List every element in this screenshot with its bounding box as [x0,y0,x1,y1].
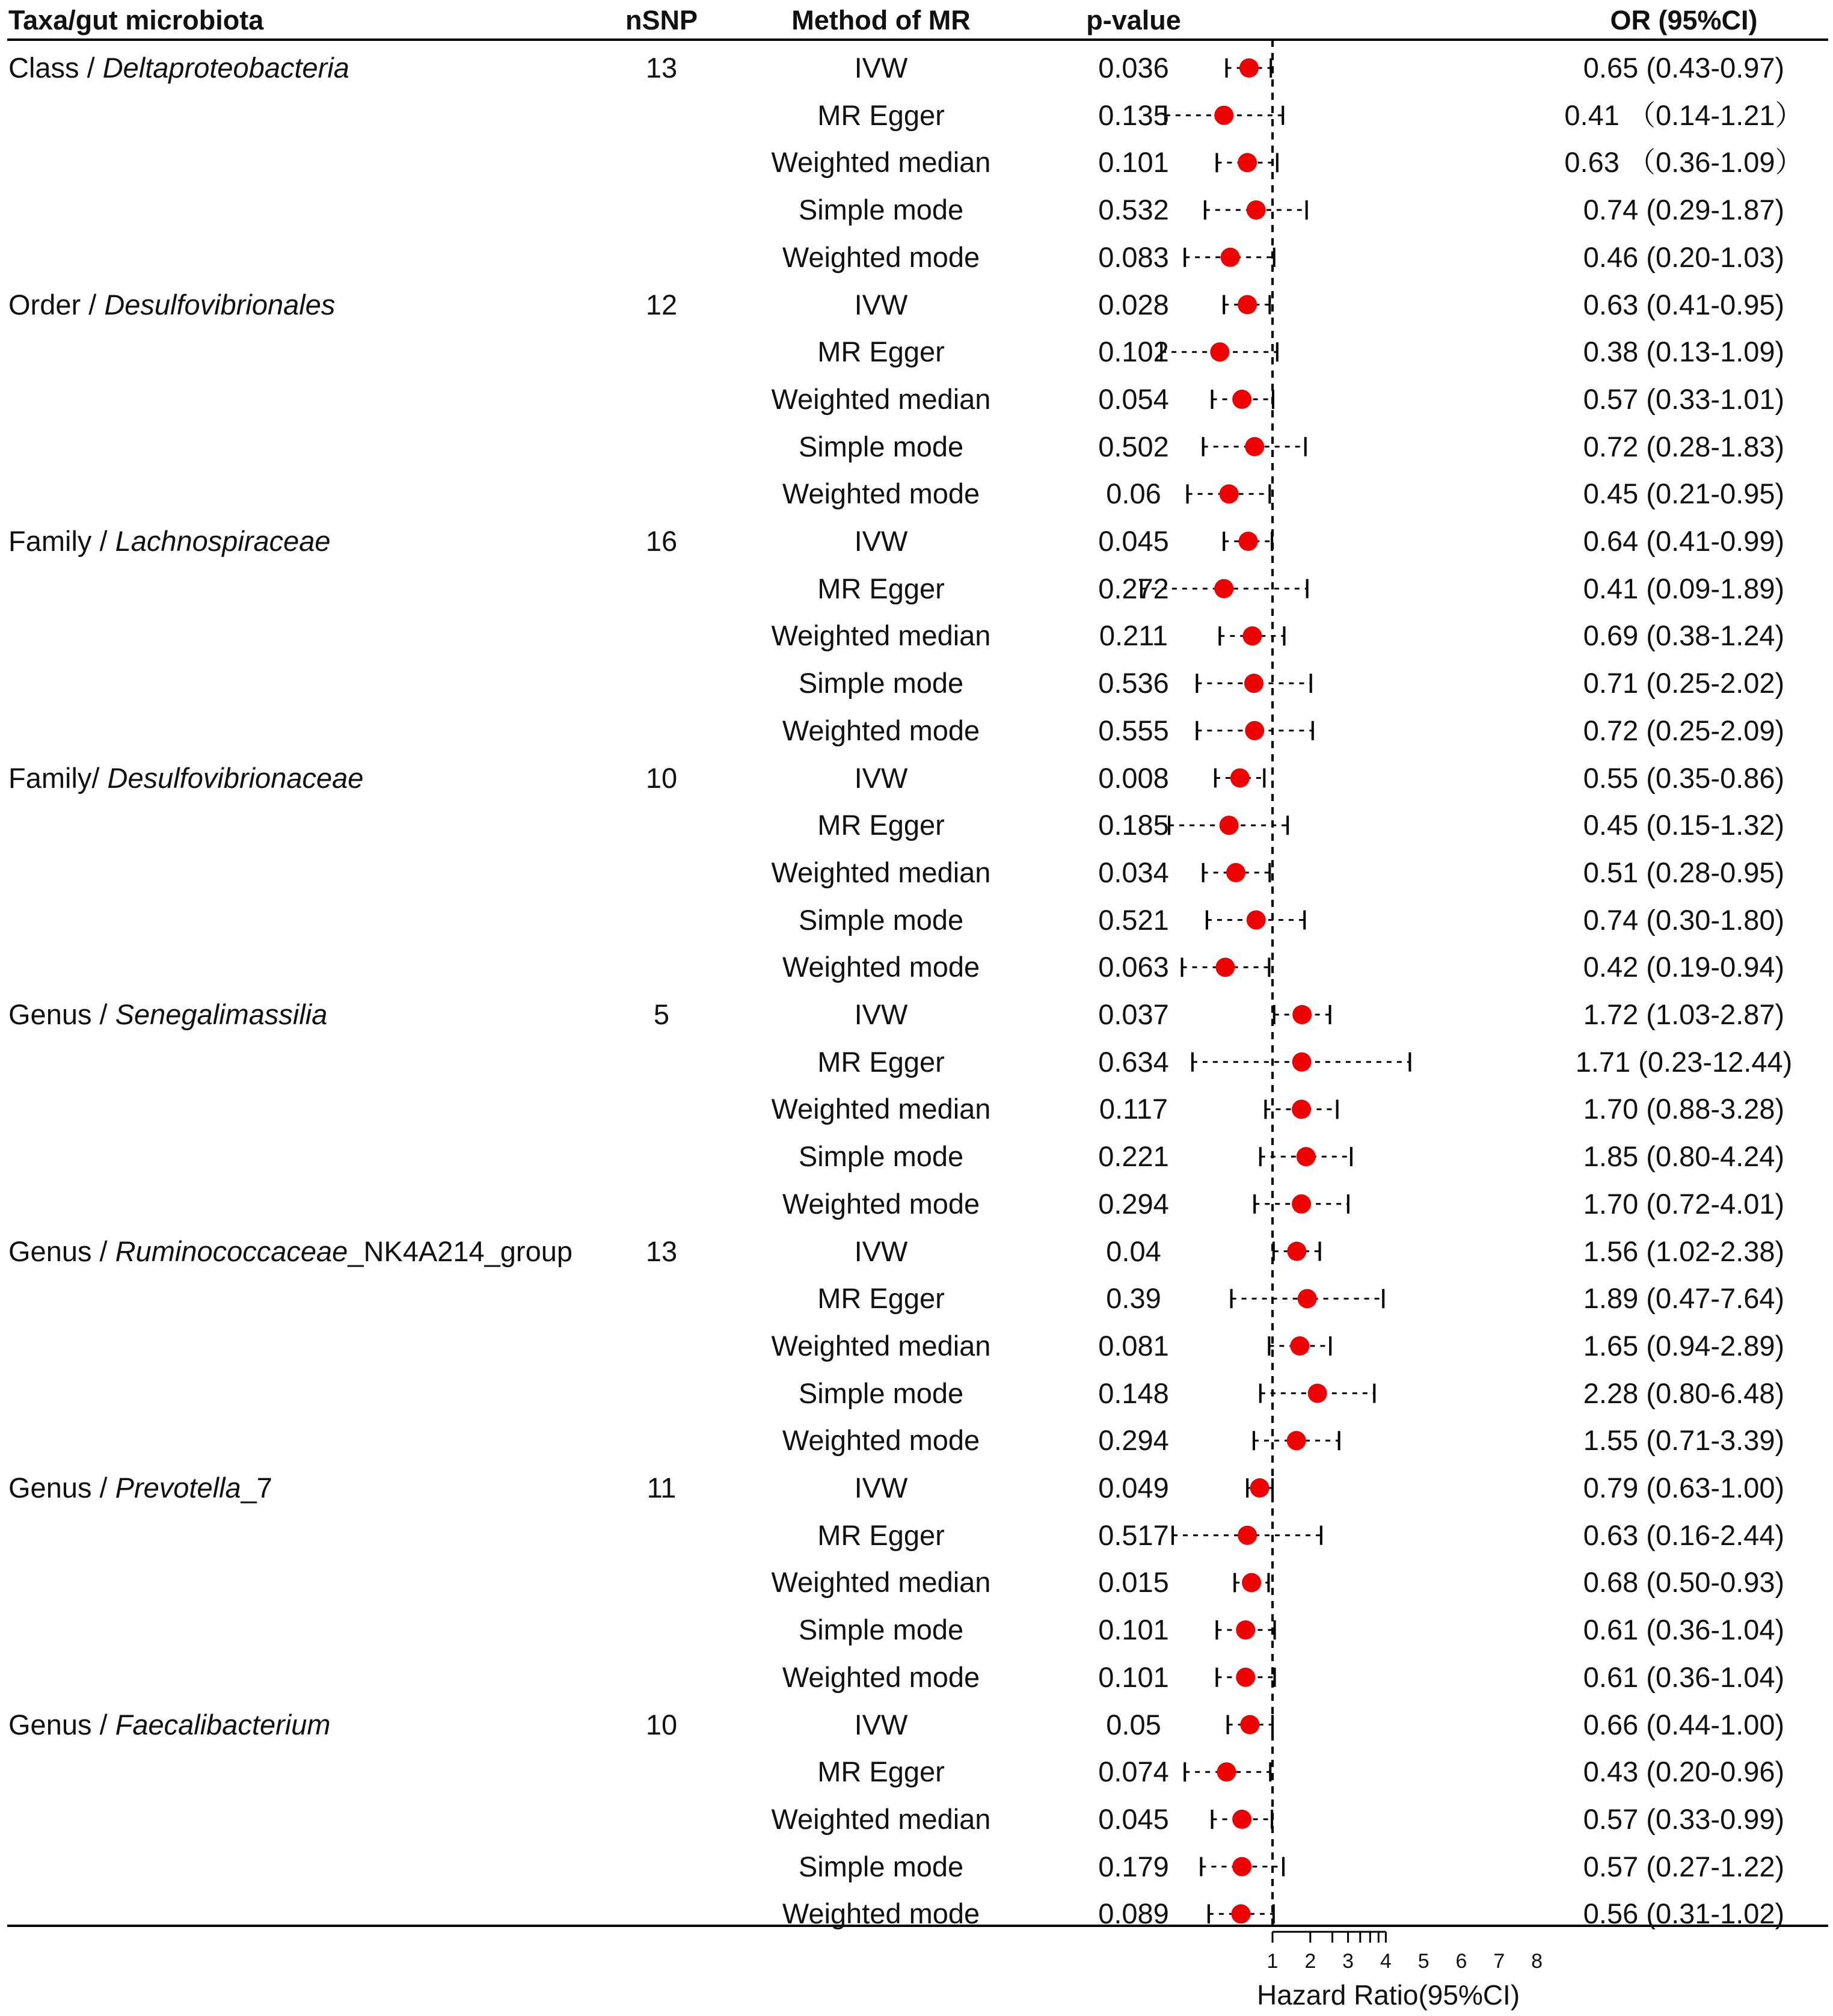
or-point [1245,437,1264,456]
or-point [1220,484,1239,503]
method-cell: Simple mode [798,903,964,936]
or-ci-cell: 1.56 (1.02-2.38) [1583,1235,1785,1267]
or-point [1221,248,1240,267]
pvalue-cell: 0.101 [1098,1614,1169,1646]
or-point [1244,674,1263,693]
or-ci-cell: 0.51 (0.28-0.95) [1583,856,1785,888]
method-cell: Weighted median [771,146,991,179]
method-cell: MR Egger [817,572,945,604]
taxon-name: Deltaproteobacteria [102,52,349,84]
nsnp-value: 16 [645,525,678,557]
method-cell: Simple mode [798,194,964,226]
method-cell: MR Egger [817,336,945,368]
pvalue-cell: 0.39 [1106,1282,1161,1315]
pvalue-cell: 0.148 [1098,1377,1169,1409]
method-cell: MR Egger [817,1045,945,1078]
method-cell: Weighted median [771,856,991,888]
or-ci-cell: 0.57 (0.33-0.99) [1583,1802,1785,1835]
or-point [1232,390,1251,409]
x-tick-label: 6 [1455,1950,1467,1973]
pvalue-cell: 0.536 [1098,667,1169,699]
or-ci-cell: 0.63 (0.41-0.95) [1583,288,1785,321]
or-ci-cell: 0.69 (0.38-1.24) [1583,619,1785,652]
taxon-label [8,286,335,324]
pvalue-cell: 0.502 [1098,430,1169,463]
or-point [1210,342,1229,361]
or-point [1292,1053,1312,1072]
or-point [1298,1289,1317,1308]
method-cell: IVW [854,1472,908,1504]
pvalue-cell: 0.221 [1098,1140,1169,1173]
method-cell: Weighted mode [782,1187,980,1220]
header-pvalue: p-value [1086,5,1181,35]
method-cell: IVW [854,998,908,1030]
pvalue-cell: 0.081 [1098,1329,1169,1362]
or-ci-cell: 0.65 (0.43-0.97) [1583,52,1785,84]
method-cell: MR Egger [817,1282,945,1315]
or-ci-cell: 0.45 (0.21-0.95) [1583,478,1785,510]
pvalue-cell: 0.294 [1098,1424,1169,1457]
or-point [1220,816,1239,835]
or-ci-cell: 0.74 (0.29-1.87) [1583,194,1785,226]
or-ci-cell: 0.64 (0.41-0.99) [1583,525,1785,557]
or-ci-cell: 1.72 (1.03-2.87) [1583,998,1785,1030]
method-cell: IVW [854,1235,908,1267]
taxon-rank: Genus / [8,998,108,1030]
or-point [1232,1810,1251,1829]
taxon-label [8,1232,573,1271]
or-point [1287,1242,1306,1261]
header-or: OR (95%CI) [1610,5,1758,35]
pvalue-cell: 0.083 [1098,241,1169,273]
or-point [1247,911,1266,930]
taxon-label [8,522,331,561]
or-point [1239,58,1259,78]
method-cell: Simple mode [798,1377,964,1409]
method-cell: Weighted median [771,1802,991,1835]
or-ci-cell: 0.68 (0.50-0.93) [1583,1566,1785,1599]
or-point [1290,1336,1309,1356]
taxon-label [8,995,327,1034]
method-cell: MR Egger [817,809,945,841]
or-ci-cell: 0.66 (0.44-1.00) [1583,1708,1785,1741]
pvalue-cell: 0.074 [1098,1756,1169,1788]
or-ci-cell: 0.74 (0.30-1.80) [1583,903,1785,936]
taxon-label [8,1706,331,1744]
pvalue-cell: 0.521 [1098,903,1169,936]
or-ci-cell: 0.63 (0.16-2.44) [1583,1519,1785,1551]
pvalue-cell: 0.179 [1098,1850,1169,1882]
taxon-name: Lachnospiraceae [115,525,331,557]
nsnp-value: 11 [646,1472,677,1504]
nsnp-value: 12 [645,288,678,321]
taxon-rank: Family / [8,525,108,557]
pvalue-cell: 0.101 [1098,1661,1169,1693]
pvalue-cell: 0.185 [1098,809,1169,841]
pvalue-cell: 0.008 [1098,761,1169,794]
or-point [1236,1620,1255,1640]
x-tick-label: 3 [1342,1950,1354,1973]
method-cell: Weighted median [771,1093,991,1125]
header-method: Method of MR [791,5,971,35]
method-cell: IVW [854,525,908,557]
or-ci-cell: 0.42 (0.19-0.94) [1583,951,1785,983]
or-point [1238,295,1257,315]
pvalue-cell: 0.634 [1098,1045,1169,1078]
taxon-name: Desulfovibrionaceae [107,761,364,794]
nsnp-value: 13 [645,1235,678,1267]
or-ci-cell: 0.57 (0.33-1.01) [1583,383,1785,415]
header-rule [7,38,1828,41]
method-cell: MR Egger [817,99,945,131]
method-cell: Weighted mode [782,1898,980,1930]
or-point [1297,1147,1316,1166]
pvalue-cell: 0.049 [1098,1472,1169,1504]
taxon-label [8,1469,272,1507]
or-point [1226,863,1245,882]
or-point [1238,1526,1257,1545]
or-ci-cell: 0.38 (0.13-1.09) [1583,336,1785,368]
header-taxa: Taxa/gut microbiota [8,5,264,35]
taxon-name: Prevotella [115,1472,241,1504]
pvalue-cell: 0.135 [1098,99,1169,131]
taxon-rank: Order / [8,288,97,321]
or-point [1239,532,1258,551]
method-cell: Simple mode [798,1140,964,1173]
or-ci-cell: 0.41 (0.09-1.89) [1583,572,1785,604]
pvalue-cell: 0.532 [1098,194,1169,226]
pvalue-cell: 0.211 [1099,619,1168,652]
or-ci-cell: 0.57 (0.27-1.22) [1583,1850,1785,1882]
pvalue-cell: 0.101 [1098,146,1169,179]
pvalue-cell: 0.06 [1106,478,1161,510]
taxon-name: Senegalimassilia [115,998,328,1030]
taxon-rank: Family/ [8,761,100,794]
nsnp-value: 5 [653,998,670,1030]
pvalue-cell: 0.028 [1098,288,1169,321]
pvalue-cell: 0.045 [1098,525,1169,557]
or-point [1232,1857,1251,1876]
method-cell: MR Egger [817,1756,945,1788]
or-point [1292,1099,1311,1119]
method-cell: Weighted mode [782,951,980,983]
method-cell: Weighted mode [782,1661,980,1693]
method-cell: Simple mode [798,1850,964,1882]
or-ci-cell: 1.65 (0.94-2.89) [1583,1329,1785,1362]
taxon-name: Faecalibacterium [115,1708,331,1741]
or-ci-cell: 0.45 (0.15-1.32) [1583,809,1785,841]
method-cell: MR Egger [817,1519,945,1551]
method-cell: IVW [854,52,908,84]
or-point [1247,200,1266,220]
or-point [1308,1384,1327,1403]
or-point [1242,1573,1261,1592]
method-cell: IVW [854,1708,908,1741]
taxon-suffix: _NK4A214_group [348,1235,573,1267]
taxon-rank: Genus / [8,1472,108,1504]
x-tick-label: 1 [1267,1950,1279,1973]
or-ci-cell: 1.70 (0.72-4.01) [1583,1187,1785,1220]
taxon-rank: Genus / [8,1708,108,1741]
or-ci-cell: 1.89 (0.47-7.64) [1583,1282,1785,1315]
nsnp-value: 10 [645,761,678,794]
pvalue-cell: 0.089 [1098,1898,1169,1930]
taxon-suffix: _7 [241,1472,272,1504]
method-cell: Simple mode [798,667,964,699]
or-ci-cell: 1.71 (0.23-12.44) [1575,1045,1793,1078]
or-point [1242,626,1262,645]
pvalue-cell: 0.517 [1098,1519,1169,1551]
or-point [1292,1194,1311,1214]
pvalue-cell: 0.063 [1098,951,1169,983]
or-point [1236,1668,1255,1687]
taxon-name: Ruminococcaceae [115,1235,348,1267]
or-ci-cell: 0.43 (0.20-0.96) [1583,1756,1785,1788]
method-cell: Weighted median [771,619,991,652]
x-tick-label: 5 [1417,1950,1429,1973]
pvalue-cell: 0.117 [1099,1093,1168,1125]
method-cell: IVW [854,761,908,794]
pvalue-cell: 0.272 [1098,572,1169,604]
or-ci-cell: 0.79 (0.63-1.00) [1583,1472,1785,1504]
or-point [1214,579,1233,598]
method-cell: Weighted mode [782,1424,980,1457]
or-point [1231,1904,1250,1923]
pvalue-cell: 0.034 [1098,856,1169,888]
or-point [1245,721,1264,740]
or-ci-cell: 1.85 (0.80-4.24) [1583,1140,1785,1173]
or-ci-cell: 0.71 (0.25-2.02) [1583,667,1785,699]
or-ci-cell: 0.61 (0.36-1.04) [1583,1661,1785,1693]
or-ci-cell: 0.56 (0.31-1.02) [1583,1898,1785,1930]
pvalue-cell: 0.294 [1098,1187,1169,1220]
method-cell: Weighted median [771,383,991,415]
taxon-label [8,759,363,797]
nsnp-value: 13 [645,52,678,84]
x-axis-label: Hazard Ratio(95%CI) [1257,1979,1520,2011]
pvalue-cell: 0.037 [1098,998,1169,1030]
or-ci-cell: 0.41 （0.14-1.21） [1564,99,1804,131]
taxon-name: Desulfovibrionales [104,288,336,321]
pvalue-cell: 0.04 [1106,1235,1161,1267]
pvalue-cell: 0.015 [1098,1566,1169,1599]
method-cell: Weighted mode [782,241,980,273]
taxon-label [8,49,349,87]
pvalue-cell: 0.05 [1106,1708,1161,1741]
nsnp-value: 10 [645,1708,678,1741]
or-ci-cell: 0.61 (0.36-1.04) [1583,1614,1785,1646]
or-ci-cell: 0.46 (0.20-1.03) [1583,241,1785,273]
or-point [1240,1715,1259,1735]
or-point [1215,957,1235,977]
or-ci-cell: 1.70 (0.88-3.28) [1583,1093,1785,1125]
pvalue-cell: 0.102 [1098,336,1169,368]
or-ci-cell: 0.63 （0.36-1.09） [1564,146,1804,179]
pvalue-cell: 0.054 [1098,383,1169,415]
pvalue-cell: 0.045 [1098,1802,1169,1835]
x-tick-label: 7 [1493,1950,1505,1973]
method-cell: Weighted mode [782,478,980,510]
or-point [1287,1431,1306,1450]
x-tick-label: 8 [1531,1950,1543,1973]
or-point [1230,769,1250,788]
or-point [1214,106,1233,125]
or-ci-cell: 1.55 (0.71-3.39) [1583,1424,1785,1457]
method-cell: Weighted median [771,1329,991,1362]
pvalue-cell: 0.036 [1098,52,1169,84]
x-tick-label: 2 [1304,1950,1316,1973]
taxon-rank: Genus / [8,1235,108,1267]
taxon-rank: Class / [8,52,95,84]
method-cell: Simple mode [798,1614,964,1646]
or-ci-cell: 0.72 (0.28-1.83) [1583,430,1785,463]
or-point [1217,1762,1236,1781]
method-cell: IVW [854,288,908,321]
method-cell: Weighted median [771,1566,991,1599]
or-point [1250,1478,1270,1498]
or-point [1238,153,1257,172]
x-tick-label: 4 [1380,1950,1392,1973]
or-ci-cell: 2.28 (0.80-6.48) [1583,1377,1785,1409]
header-nsnp: nSNP [625,5,698,35]
or-ci-cell: 0.55 (0.35-0.86) [1583,761,1785,794]
method-cell: Weighted mode [782,714,980,746]
or-ci-cell: 0.72 (0.25-2.09) [1583,714,1785,746]
or-point [1292,1005,1312,1024]
method-cell: Simple mode [798,430,964,463]
pvalue-cell: 0.555 [1098,714,1169,746]
